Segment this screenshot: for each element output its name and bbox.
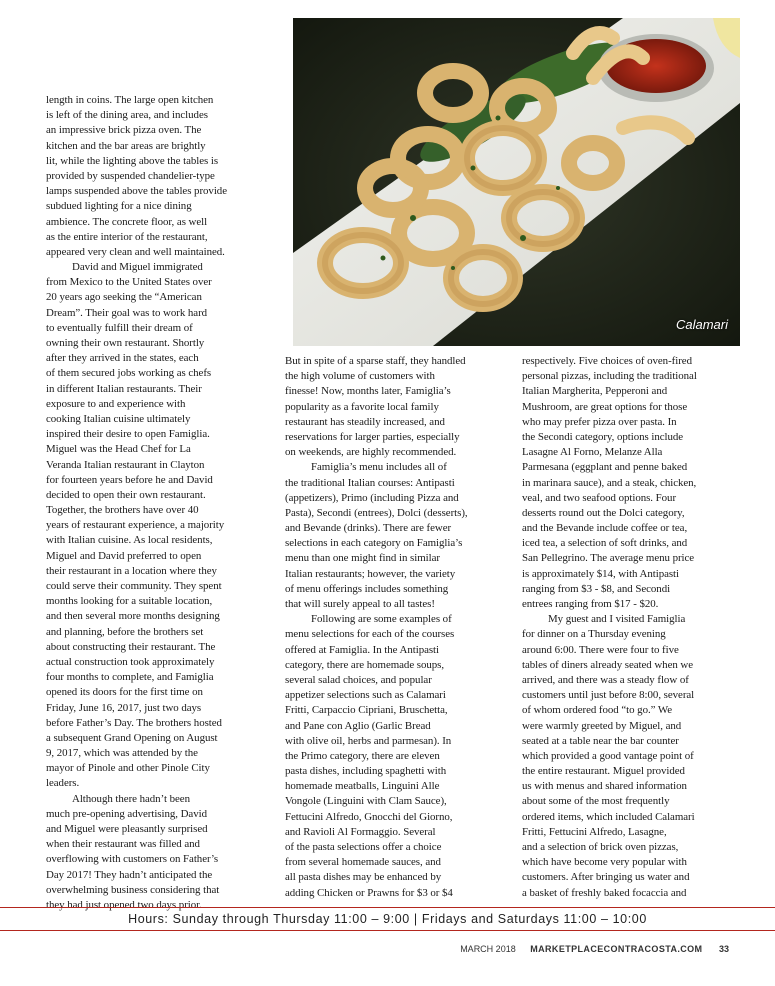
text-line: from Mexico to the United States over [46, 276, 212, 289]
hours-text: Hours: Sunday through Thursday 11:00 – 9:00 | Fridays and Saturdays 11:00 – 10:00 [128, 912, 647, 926]
text-line: with olive oil, herbs and parmesan). In [285, 734, 452, 747]
text-line: Fritti, Fettucini Alfredo, Lasagne, [522, 825, 667, 838]
text-line: finesse! Now, months later, Famiglia’s [285, 385, 451, 398]
text-line: as the entire interior of the restaurant, [46, 230, 208, 243]
text-line: actual construction took approximately [46, 655, 215, 668]
text-line: they had just opened two days prior. [46, 898, 202, 911]
text-line: and then several more months designing [46, 610, 220, 623]
text-line: menu selections for each of the courses [285, 628, 455, 641]
text-line: to eventually fulfill their dream of [46, 321, 193, 334]
text-line: when their restaurant was filled and [46, 838, 200, 851]
text-line: a subsequent Grand Opening on August [46, 731, 218, 744]
text-line: pasta dishes, including spaghetti with [285, 765, 447, 778]
page-footer [460, 944, 729, 954]
text-line: Fettucini Alfredo, Gnocchi del Giorno, [285, 810, 453, 823]
text-line: and planning, before the brothers set [46, 625, 204, 638]
text-line: appetizer selections such as Calamari [285, 689, 446, 702]
website-link[interactable]: MARKETPLACECONTRACOSTA.COM [530, 944, 703, 954]
text-line: lit, while the lighting above the tables is [46, 154, 219, 167]
text-line: respectively. Five choices of oven-fired [522, 355, 692, 367]
text-line: subdued lighting for a nice dining [46, 200, 192, 213]
text-line: and Miguel were pleasantly surprised [46, 823, 208, 835]
text-line: owning their own restaurant. Shortly [46, 337, 205, 349]
text-line: overwhelming business considering that [46, 883, 220, 896]
text-line: the traditional Italian courses: Antipasti [285, 476, 455, 489]
text-line: several salad choices, and popular [285, 673, 432, 686]
text-line: adding Chicken or Prawns for $3 or $4 [285, 886, 453, 899]
text-line: about constructing their restaurant. The [46, 640, 216, 653]
text-line: and Bevande (drinks). There are fewer [285, 522, 452, 535]
page-number: 33 [718, 944, 729, 954]
text-line: personal pizzas, including the traditional [522, 370, 697, 383]
text-line: for fourteen years before he and David [46, 473, 213, 486]
text-line: restaurant has steadily increased, and [285, 415, 445, 428]
text-line: could serve their community. They spent [46, 580, 222, 592]
text-line: Italian Margherita, Pepperoni and [522, 385, 668, 398]
text-line: us with menus and shared information [522, 780, 687, 793]
text-line: Day 2017! They hadn’t anticipated the [46, 868, 213, 881]
text-line: veal, and two seafood options. Four [522, 491, 677, 504]
article-column-3 [522, 354, 742, 901]
text-line: is left of the dining area, and includes [46, 109, 208, 122]
text-line: much pre-opening advertising, David [46, 807, 207, 820]
text-line: Dream”. Their goal was to work hard [46, 306, 208, 319]
text-line: Italian restaurants; however, the variety [285, 567, 456, 580]
text-line: exposure to and experience with [46, 397, 186, 410]
text-line: ranging from $3 - $8, and Secondi [522, 582, 671, 595]
text-line: San Pellegrino. The average menu price [522, 552, 695, 565]
text-line: Famiglia’s menu includes all of [311, 461, 447, 474]
text-line: were warmly greeted by Miguel, and [522, 719, 682, 732]
text-line: of menu offerings includes something [285, 582, 449, 595]
text-line: homemade meatballs, Linguini Alle [285, 780, 440, 793]
text-line: is approximately $14, with Antipasti [522, 567, 680, 580]
text-line: from several homemade sauces, and [285, 856, 441, 869]
text-line: on weekends, are highly recommended. [285, 446, 457, 459]
text-line: David and Miguel immigrated [72, 261, 203, 274]
text-line: all pasta dishes may be enhanced by [285, 871, 442, 884]
text-line: that will surely appeal to all tastes! [285, 598, 435, 610]
text-line: Friday, June 16, 2017, just two days [46, 701, 202, 714]
text-line: four months to complete, and Famiglia [46, 671, 214, 684]
issue-date: MARCH 2018 [460, 944, 516, 954]
text-line: an impressive brick pizza oven. The [46, 124, 202, 137]
text-line: My guest and I visited Famiglia [548, 613, 686, 626]
text-line: entrees ranging from $17 - $20. [522, 598, 659, 610]
text-line: Miguel was the Head Chef for La [46, 443, 191, 456]
text-line: seated at a table near the bar counter [522, 734, 679, 747]
text-line: ambience. The concrete floor, as well [46, 215, 208, 228]
text-line: provided by suspended chandelier-type [46, 169, 215, 182]
text-line: their restaurant in a location where they [46, 564, 217, 577]
text-line: of the pasta selections offer a choice [285, 841, 442, 853]
text-line: Together, the brothers have over 40 [46, 504, 199, 517]
text-line: Fritti, Carpaccio Cipriani, Bruschetta, [285, 704, 448, 717]
text-line: kitchen and the bar areas are brightly [46, 139, 206, 152]
text-line: Parmesana (eggplant and penne baked [522, 461, 688, 474]
text-line: and Ravioli Al Formaggio. Several [285, 825, 436, 838]
text-line: selections in each category on Famiglia’s [285, 537, 463, 550]
text-line: the high volume of customers with [285, 370, 435, 383]
text-line: arrived, and there was a steady flow of [522, 673, 689, 686]
text-line: decided to open their own restaurant. [46, 488, 206, 501]
text-line: which provided a good vantage point of [522, 749, 694, 762]
text-line: popularity as a favorite local family [285, 400, 439, 413]
text-line: Vongole (Linguini with Clam Sauce), [285, 795, 447, 808]
text-line: months looking for a suitable location, [46, 595, 213, 608]
text-line: 20 years ago seeking the “American [46, 291, 202, 304]
text-line: offered at Famiglia. In the Antipasti [285, 643, 440, 656]
text-line: 9, 2017, which was attended by the [46, 747, 198, 760]
text-line: for dinner on a Thursday evening [522, 628, 666, 641]
text-line: with Italian cuisine. As local residents, [46, 534, 213, 547]
article-column-1 [46, 93, 266, 913]
text-line: of whom ordered food “to go.” We [522, 704, 673, 717]
text-line: the Primo category, there are eleven [285, 749, 440, 762]
article-column-2 [285, 354, 510, 901]
text-line: the Secondi category, options include [522, 430, 684, 443]
text-line: in different Italian restaurants. Their [46, 382, 202, 395]
text-line: desserts round out the Dolci category, [522, 506, 685, 519]
text-line: before Father’s Day. The brothers hosted [46, 716, 222, 729]
text-line: Miguel and David preferred to open [46, 549, 202, 562]
text-line: leaders. [46, 777, 80, 790]
text-line: Lasagne Al Forno, Melanze Alla [522, 446, 663, 459]
hours-bar [0, 907, 775, 931]
text-line: around 6:00. There were four to five [522, 643, 679, 656]
text-line: opened its doors for the first time on [46, 686, 203, 699]
text-line: (appetizers), Primo (including Pizza and [285, 491, 459, 504]
text-line: of them secured jobs working as chefs [46, 367, 212, 380]
text-line: customers until just before 8:00, several [522, 689, 695, 702]
text-line: who may prefer pizza over pasta. In [522, 415, 677, 428]
text-line: which have become very popular with [522, 856, 687, 869]
text-line: inspired their desire to open Famiglia. [46, 428, 210, 441]
text-line: But in spite of a sparse staff, they handled [285, 355, 466, 367]
text-line: Although there hadn’t been [72, 792, 190, 805]
text-line: length in coins. The large open kitchen [46, 94, 214, 106]
text-line: mayor of Pinole and other Pinole City [46, 762, 210, 775]
text-line: and a selection of brick oven pizzas, [522, 841, 679, 853]
calamari-image [293, 18, 740, 346]
text-line: Following are some examples of [311, 613, 452, 626]
text-line: menu than one might find in similar [285, 552, 440, 565]
text-line: overflowing with customers on Father’s [46, 853, 219, 866]
text-line: category, there are homemade soups, [285, 658, 445, 671]
text-line: cooking Italian cuisine ultimately [46, 412, 191, 425]
text-line: and the Bevande include coffee or tea, [522, 522, 688, 535]
text-line: appeared very clean and well maintained. [46, 245, 225, 258]
text-line: Pasta), Secondi (entrees), Dolci (desserts), [285, 506, 468, 519]
text-line: years of restaurant experience, a majority [46, 519, 225, 532]
photo-caption: Calamari [675, 317, 728, 332]
text-line: a basket of freshly baked focaccia and [522, 886, 687, 899]
text-line: Veranda Italian restaurant in Clayton [46, 458, 205, 471]
text-line: in marinara sauce), and a steak, chicken, [522, 476, 697, 489]
text-line: ordered items, which included Calamari [522, 810, 695, 823]
calamari-photo [293, 18, 740, 346]
text-line: iced tea, a selection of soft drinks, and [522, 537, 688, 550]
text-line: lamps suspended above the tables provide [46, 185, 227, 198]
text-line: and Pane con Aglio (Garlic Bread [285, 719, 431, 732]
text-line: customers. After bringing us water and [522, 871, 690, 884]
text-line: tables of diners already seated when we [522, 658, 694, 671]
text-line: Mushroom, are great options for those [522, 400, 688, 413]
text-line: reservations for larger parties, especially [285, 430, 460, 443]
text-line: about some of the most frequently [522, 795, 670, 808]
text-line: the entire restaurant. Miguel provided [522, 765, 685, 778]
text-line: after they arrived in the states, each [46, 352, 199, 365]
